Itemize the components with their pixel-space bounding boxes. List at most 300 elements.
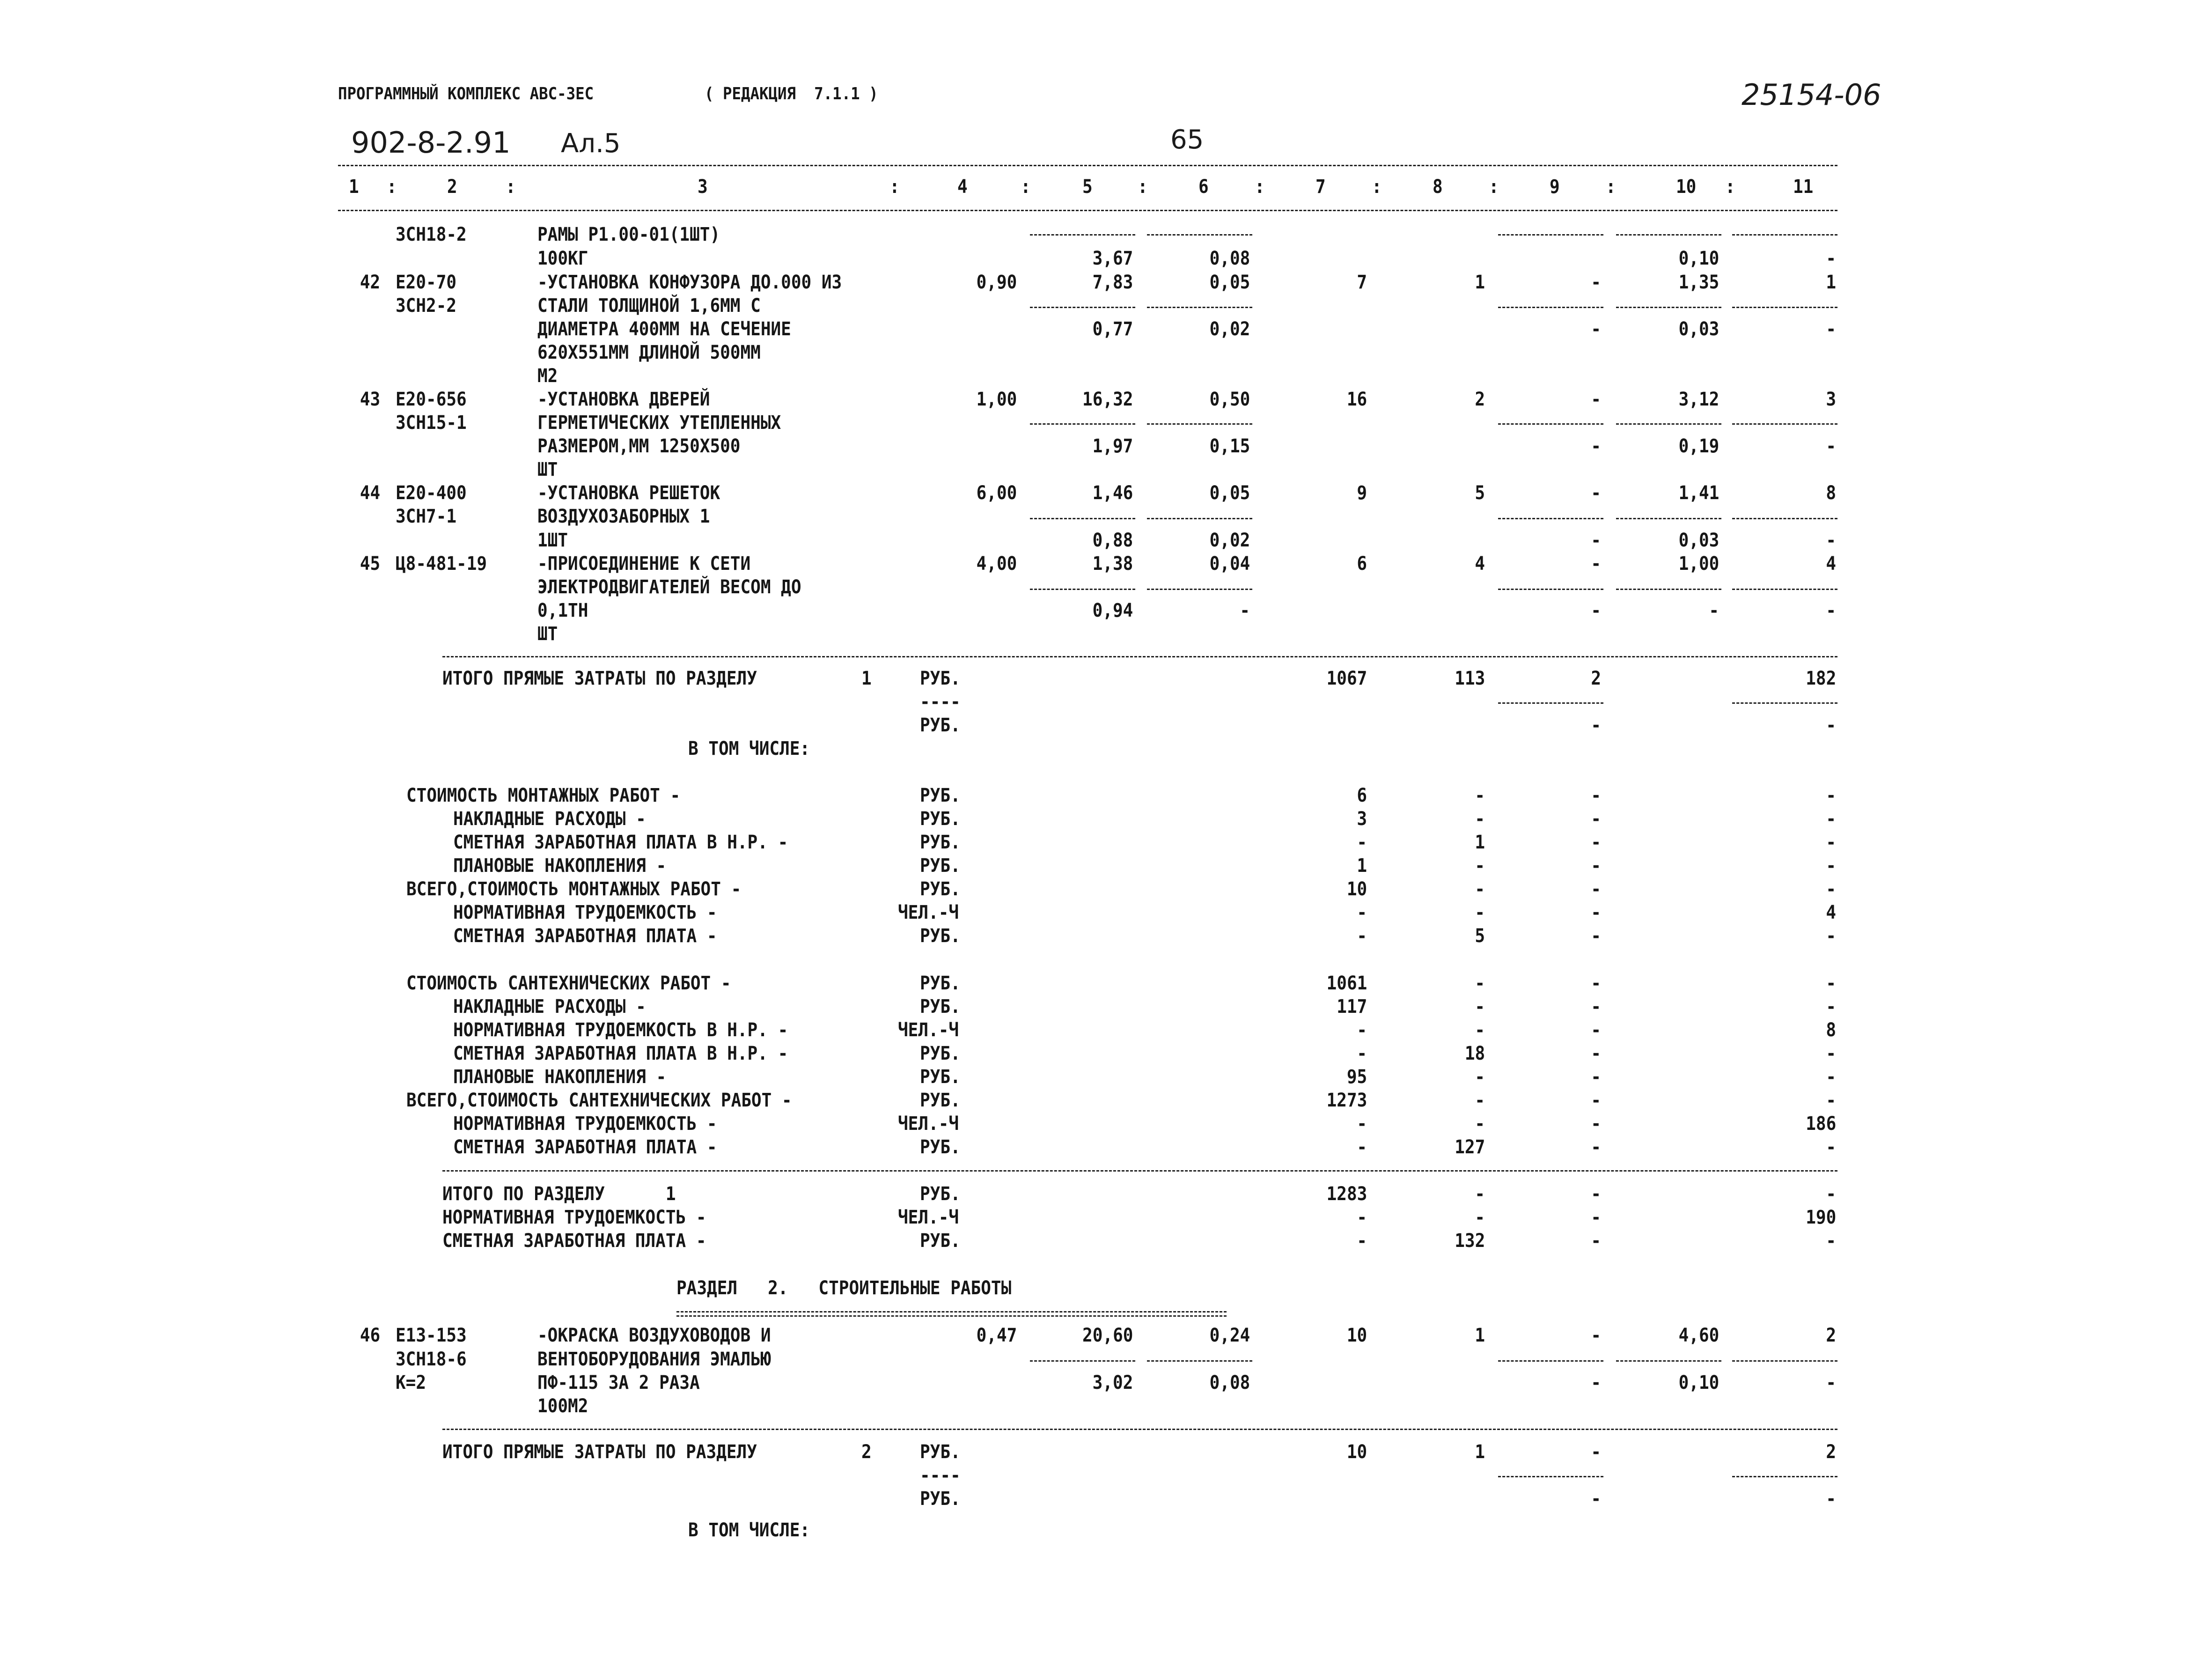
cell-c5-12: 1,46: [1092, 482, 1133, 504]
cell-c2-12: Е20-400: [396, 482, 467, 504]
section2-sep: ----: [920, 1465, 961, 1486]
cell-c11-5: -: [1826, 318, 1836, 340]
cell-separator: [1498, 307, 1603, 308]
cell2-c7-1: 10: [1346, 1325, 1367, 1346]
cell-separator: [1732, 518, 1837, 519]
column-number-2: 2: [447, 176, 457, 198]
column-number-4: 4: [957, 176, 968, 198]
cell-c10-15: 1,00: [1678, 553, 1719, 575]
cell-c11-17: -: [1826, 600, 1836, 621]
column-separator: :: [889, 176, 900, 198]
section2-unit2: РУБ.: [920, 1488, 961, 1510]
cell-c11-10: -: [1826, 435, 1836, 457]
plumbing-label-4: СМЕТНАЯ ЗАРАБОТНАЯ ПЛАТА В Н.Р. -: [453, 1043, 788, 1064]
result-c11-3: -: [1826, 1230, 1836, 1252]
cell-c10-5: 0,03: [1678, 318, 1719, 340]
cell-separator: [1030, 423, 1135, 425]
plumbing-c7-2: 117: [1336, 996, 1367, 1018]
section1-number: 1: [861, 668, 872, 689]
plumbing-unit-2: РУБ.: [920, 996, 961, 1018]
cell-separator: [1616, 518, 1721, 519]
plumbing-c9-5: -: [1591, 1066, 1601, 1088]
column-number-8: 8: [1433, 176, 1443, 198]
plumbing-c9-6: -: [1591, 1090, 1601, 1111]
section1-c9b: -: [1591, 715, 1601, 736]
mounting-unit-6: ЧЕЛ.-Ч: [898, 902, 959, 923]
cell2-c6-1: 0,24: [1209, 1325, 1250, 1346]
cell-c9-15: -: [1591, 553, 1601, 575]
cell-c9-14: -: [1591, 530, 1601, 551]
section2-heading: РАЗДЕЛ 2. СТРОИТЕЛЬНЫЕ РАБОТЫ: [676, 1277, 1012, 1299]
cell-separator: [1616, 234, 1721, 236]
cell-c6-8: 0,50: [1209, 389, 1250, 410]
cell2-c3-4: 100М2: [537, 1395, 588, 1417]
result-unit-3: РУБ.: [920, 1230, 961, 1252]
cell-c8-12: 5: [1475, 482, 1485, 504]
section1-c7: 1067: [1326, 668, 1367, 689]
mounting-c11-6: 4: [1826, 902, 1836, 923]
column-number-6: 6: [1198, 176, 1209, 198]
cell-c11-3: 1: [1826, 272, 1836, 293]
result-c8-1: -: [1475, 1183, 1485, 1205]
column-number-9: 9: [1550, 176, 1560, 198]
plumbing-c8-7: -: [1475, 1113, 1485, 1135]
mounting-c7-1: 6: [1357, 785, 1367, 806]
album-label: Ал.5: [561, 128, 621, 159]
cell-c3-1: РАМЫ Р1.00-01(1ШТ): [537, 224, 720, 245]
cell-c6-2: 0,08: [1209, 248, 1250, 269]
mounting-c9-4: -: [1591, 855, 1601, 877]
mounting-c9-1: -: [1591, 785, 1601, 806]
cell-c3-15: -ПРИСОЕДИНЕНИЕ К СЕТИ: [537, 553, 751, 575]
cell-c2-15: Ц8-481-19: [396, 553, 487, 575]
cell-c2-13: 3СН7-1: [396, 506, 457, 527]
result-label-2: НОРМАТИВНАЯ ТРУДОЕМКОСТЬ -: [442, 1207, 706, 1228]
cell2-c2-1: Е13-153: [396, 1325, 467, 1346]
section1-rule: [442, 656, 1837, 657]
cell-separator: [1616, 589, 1721, 590]
section1-c11b: -: [1826, 715, 1836, 736]
cell-c1-15: 45: [360, 553, 380, 575]
mounting-c9-5: -: [1591, 878, 1601, 900]
cell2-c11-3: -: [1826, 1372, 1836, 1394]
column-separator: :: [1255, 176, 1265, 198]
cell-separator: [1616, 307, 1721, 308]
mounting-label-4: ПЛАНОВЫЕ НАКОПЛЕНИЯ -: [453, 855, 667, 877]
doc-code: 902-8-2.91: [351, 125, 511, 160]
cell-c3-10: РАЗМЕРОМ,ММ 1250Х500: [537, 435, 741, 457]
cell-c3-16: ЭЛЕКТРОДВИГАТЕЛЕЙ ВЕСОМ ДО: [537, 576, 801, 598]
cell-separator: [1147, 589, 1252, 590]
mounting-c8-1: -: [1475, 785, 1485, 806]
mounting-c7-7: -: [1357, 925, 1367, 947]
plumbing-c9-2: -: [1591, 996, 1601, 1018]
cell-c6-14: 0,02: [1209, 530, 1250, 551]
cell-c4-3: 0,90: [976, 272, 1017, 293]
cell-separator: [1732, 1360, 1837, 1362]
cell-c8-8: 2: [1475, 389, 1485, 410]
cell-separator: [1498, 423, 1603, 425]
cell-c5-14: 0,88: [1092, 530, 1133, 551]
plumbing-c9-3: -: [1591, 1019, 1601, 1041]
result-c7-2: -: [1357, 1207, 1367, 1228]
cell-c3-12: -УСТАНОВКА РЕШЕТОК: [537, 482, 720, 504]
cell-c5-3: 7,83: [1092, 272, 1133, 293]
cell-c3-5: ДИАМЕТРА 400ММ НА СЕЧЕНИЕ: [537, 318, 791, 340]
cell-c2-4: 3СН2-2: [396, 295, 457, 317]
column-separator: :: [387, 176, 397, 198]
mounting-c9-6: -: [1591, 902, 1601, 923]
cell-separator: [1732, 1476, 1837, 1477]
cell-c9-17: -: [1591, 600, 1601, 621]
cell-c11-15: 4: [1826, 553, 1836, 575]
cell-separator: [1030, 518, 1135, 519]
section2-total-label: ИТОГО ПРЯМЫЕ ЗАТРАТЫ ПО РАЗДЕЛУ: [442, 1441, 757, 1463]
cell-c9-8: -: [1591, 389, 1601, 410]
cell2-c2-3: К=2: [396, 1372, 426, 1394]
mounting-c11-5: -: [1826, 878, 1836, 900]
mounting-label-7: СМЕТНАЯ ЗАРАБОТНАЯ ПЛАТА -: [453, 925, 717, 947]
plumbing-c9-7: -: [1591, 1113, 1601, 1135]
cell-c5-8: 16,32: [1082, 389, 1133, 410]
column-number-3: 3: [698, 176, 708, 198]
plumbing-c11-7: 186: [1805, 1113, 1836, 1135]
cell-c9-12: -: [1591, 482, 1601, 504]
cell-c3-6: 620Х551ММ ДЛИНОЙ 500ММ: [537, 342, 761, 363]
cell-c6-3: 0,05: [1209, 272, 1250, 293]
plumbing-c7-6: 1273: [1326, 1090, 1367, 1111]
result-c9-2: -: [1591, 1207, 1601, 1228]
cell-c11-14: -: [1826, 530, 1836, 551]
cell-c5-15: 1,38: [1092, 553, 1133, 575]
plumbing-unit-6: РУБ.: [920, 1090, 961, 1111]
plumbing-unit-1: РУБ.: [920, 973, 961, 994]
plumbing-c7-3: -: [1357, 1019, 1367, 1041]
mounting-c7-6: -: [1357, 902, 1367, 923]
cell-separator: [1147, 234, 1252, 236]
column-number-1: 1: [349, 176, 359, 198]
cell-separator: [1498, 702, 1603, 704]
column-separator: :: [506, 176, 516, 198]
cell-c2-8: Е20-656: [396, 389, 467, 410]
mounting-c9-2: -: [1591, 808, 1601, 830]
mounting-c11-2: -: [1826, 808, 1836, 830]
plumbing-label-5: ПЛАНОВЫЕ НАКОПЛЕНИЯ -: [453, 1066, 667, 1088]
cell-separator: [1616, 423, 1721, 425]
result-c9-3: -: [1591, 1230, 1601, 1252]
mounting-label-5: ВСЕГО,СТОИМОСТЬ МОНТАЖНЫХ РАБОТ -: [406, 878, 742, 900]
plumbing-c8-5: -: [1475, 1066, 1485, 1088]
column-number-11: 11: [1793, 176, 1814, 198]
cell-c3-8: -УСТАНОВКА ДВЕРЕЙ: [537, 389, 710, 410]
result-label-1: ИТОГО ПО РАЗДЕЛУ 1: [442, 1183, 676, 1205]
plumbing-c9-8: -: [1591, 1136, 1601, 1158]
cell-c7-15: 6: [1357, 553, 1367, 575]
mounting-c8-4: -: [1475, 855, 1485, 877]
cell2-c9-1: -: [1591, 1325, 1601, 1346]
cell2-c10-3: 0,10: [1678, 1372, 1719, 1394]
plumbing-c11-4: -: [1826, 1043, 1836, 1064]
column-separator: :: [1021, 176, 1031, 198]
plumbing-label-2: НАКЛАДНЫЕ РАСХОДЫ -: [453, 996, 646, 1018]
mounting-label-2: НАКЛАДНЫЕ РАСХОДЫ -: [453, 808, 646, 830]
cell-c6-17: -: [1240, 600, 1250, 621]
header-rule-top: [338, 165, 1837, 166]
result-unit-1: РУБ.: [920, 1183, 961, 1205]
result-c11-1: -: [1826, 1183, 1836, 1205]
cell-separator: [1732, 589, 1837, 590]
cell-separator: [1498, 589, 1603, 590]
cell-c3-7: М2: [537, 365, 558, 387]
plumbing-c8-8: 127: [1454, 1136, 1485, 1158]
plumbing-unit-7: ЧЕЛ.-Ч: [898, 1113, 959, 1135]
page-number: 65: [1170, 125, 1204, 155]
cell-separator: [1030, 234, 1135, 236]
cell-separator: [1147, 307, 1252, 308]
cell2-c11-1: 2: [1826, 1325, 1836, 1346]
edition-label: ( РЕДАКЦИЯ 7.1.1 ): [705, 84, 878, 103]
section1-c8: 113: [1454, 668, 1485, 689]
mounting-c9-7: -: [1591, 925, 1601, 947]
mounting-label-1: СТОИМОСТЬ МОНТАЖНЫХ РАБОТ -: [406, 785, 681, 806]
cell-c3-13: ВОЗДУХОЗАБОРНЫХ 1: [537, 506, 710, 527]
cell-c7-8: 16: [1346, 389, 1367, 410]
cell-c10-8: 3,12: [1678, 389, 1719, 410]
cell-c10-17: -: [1709, 600, 1719, 621]
cell-separator: [1498, 1360, 1603, 1362]
mounting-unit-4: РУБ.: [920, 855, 961, 877]
section2-number: 2: [861, 1441, 872, 1463]
cell2-c2-2: 3СН18-6: [396, 1349, 467, 1370]
cell-separator: [1732, 702, 1837, 704]
cell-separator: [1030, 307, 1135, 308]
plumbing-c7-8: -: [1357, 1136, 1367, 1158]
cell-separator: [1616, 1360, 1721, 1362]
plumbing-unit-5: РУБ.: [920, 1066, 961, 1088]
cell-separator: [1147, 423, 1252, 425]
cell-separator: [1030, 589, 1135, 590]
plumbing-c8-1: -: [1475, 973, 1485, 994]
mounting-c11-4: -: [1826, 855, 1836, 877]
cell-separator: [1498, 234, 1603, 236]
section1-result-rule: [442, 1170, 1837, 1172]
plumbing-c11-6: -: [1826, 1090, 1836, 1111]
cell-c6-10: 0,15: [1209, 435, 1250, 457]
cell-c5-2: 3,67: [1092, 248, 1133, 269]
cell-c11-8: 3: [1826, 389, 1836, 410]
mounting-c8-5: -: [1475, 878, 1485, 900]
cell-c1-8: 43: [360, 389, 380, 410]
section2-c9b: -: [1591, 1488, 1601, 1510]
plumbing-c11-8: -: [1826, 1136, 1836, 1158]
cell-c3-17: 0,1ТН: [537, 600, 588, 621]
plumbing-unit-8: РУБ.: [920, 1136, 961, 1158]
mounting-label-3: СМЕТНАЯ ЗАРАБОТНАЯ ПЛАТА В Н.Р. -: [453, 832, 788, 853]
cell2-c6-3: 0,08: [1209, 1372, 1250, 1394]
cell2-c5-1: 20,60: [1082, 1325, 1133, 1346]
mounting-c7-4: 1: [1357, 855, 1367, 877]
column-number-7: 7: [1315, 176, 1326, 198]
cell-c3-14: 1ШТ: [537, 530, 568, 551]
plumbing-c8-2: -: [1475, 996, 1485, 1018]
plumbing-c11-5: -: [1826, 1066, 1836, 1088]
including-label-2: В ТОМ ЧИСЛЕ:: [688, 1519, 810, 1541]
plumbing-label-7: НОРМАТИВНАЯ ТРУДОЕМКОСТЬ -: [453, 1113, 717, 1135]
cell2-c1-1: 46: [360, 1325, 380, 1346]
cell2-c5-3: 3,02: [1092, 1372, 1133, 1394]
cell-c11-2: -: [1826, 248, 1836, 269]
mounting-unit-5: РУБ.: [920, 878, 961, 900]
cell-c3-3: -УСТАНОВКА КОНФУЗОРА ДО.000 ИЗ: [537, 272, 842, 293]
cell-c3-2: 100КГ: [537, 248, 588, 269]
cell-c5-5: 0,77: [1092, 318, 1133, 340]
column-separator: :: [1489, 176, 1499, 198]
cell2-c3-3: ПФ-115 ЗА 2 РАЗА: [537, 1372, 700, 1394]
cell-c4-8: 1,00: [976, 389, 1017, 410]
mounting-c11-7: -: [1826, 925, 1836, 947]
plumbing-unit-4: РУБ.: [920, 1043, 961, 1064]
section2-unit: РУБ.: [920, 1441, 961, 1463]
cell-separator: [1732, 307, 1837, 308]
cell-c9-3: -: [1591, 272, 1601, 293]
cell-c10-3: 1,35: [1678, 272, 1719, 293]
mounting-c9-3: -: [1591, 832, 1601, 853]
cell-c8-3: 1: [1475, 272, 1485, 293]
plumbing-c7-5: 95: [1346, 1066, 1367, 1088]
section2-c11b: -: [1826, 1488, 1836, 1510]
section2-c8: 1: [1475, 1441, 1485, 1463]
column-separator: :: [1606, 176, 1616, 198]
plumbing-c7-7: -: [1357, 1113, 1367, 1135]
result-c8-3: 132: [1454, 1230, 1485, 1252]
section1-unit2: РУБ.: [920, 715, 961, 736]
cell-c1-12: 44: [360, 482, 380, 504]
cell2-c3-1: -ОКРАСКА ВОЗДУХОВОДОВ И: [537, 1325, 771, 1346]
cell-c4-15: 4,00: [976, 553, 1017, 575]
plumbing-c8-4: 18: [1464, 1043, 1485, 1064]
cell-c1-3: 42: [360, 272, 380, 293]
column-separator: :: [1138, 176, 1148, 198]
section1-sep: ----: [920, 691, 961, 713]
cell-c6-15: 0,04: [1209, 553, 1250, 575]
plumbing-c7-4: -: [1357, 1043, 1367, 1064]
result-c7-3: -: [1357, 1230, 1367, 1252]
plumbing-c8-6: -: [1475, 1090, 1485, 1111]
mounting-unit-2: РУБ.: [920, 808, 961, 830]
column-separator: :: [1372, 176, 1382, 198]
including-label: В ТОМ ЧИСЛЕ:: [688, 738, 810, 759]
cell-c7-3: 7: [1357, 272, 1367, 293]
section1-unit: РУБ.: [920, 668, 961, 689]
mounting-c7-5: 10: [1346, 878, 1367, 900]
cell-c3-4: СТАЛИ ТОЛЩИНОЙ 1,6ММ С: [537, 295, 761, 317]
plumbing-c8-3: -: [1475, 1019, 1485, 1041]
column-number-10: 10: [1676, 176, 1697, 198]
cell-separator: [1147, 1360, 1252, 1362]
section1-c11: 182: [1805, 668, 1836, 689]
cell-c2-9: 3СН15-1: [396, 412, 467, 434]
section2-rule: [442, 1429, 1837, 1430]
cell-c4-12: 6,00: [976, 482, 1017, 504]
cell-c6-12: 0,05: [1209, 482, 1250, 504]
cell-separator: [1498, 1476, 1603, 1477]
stamp-code: 25154-06: [1742, 78, 1881, 112]
mounting-c7-3: -: [1357, 832, 1367, 853]
mounting-c8-6: -: [1475, 902, 1485, 923]
plumbing-label-8: СМЕТНАЯ ЗАРАБОТНАЯ ПЛАТА -: [453, 1136, 717, 1158]
cell-c10-12: 1,41: [1678, 482, 1719, 504]
result-c11-2: 190: [1805, 1207, 1836, 1228]
cell-c5-10: 1,97: [1092, 435, 1133, 457]
header-rule-bottom: [338, 210, 1837, 211]
column-separator: :: [1725, 176, 1735, 198]
mounting-unit-1: РУБ.: [920, 785, 961, 806]
cell-c7-12: 9: [1357, 482, 1367, 504]
cell2-c4-1: 0,47: [976, 1325, 1017, 1346]
cell-c6-5: 0,02: [1209, 318, 1250, 340]
result-unit-2: ЧЕЛ.-Ч: [898, 1207, 959, 1228]
cell-c9-5: -: [1591, 318, 1601, 340]
cell-c3-18: ШТ: [537, 623, 558, 645]
cell-separator: [1732, 423, 1837, 425]
plumbing-label-3: НОРМАТИВНАЯ ТРУДОЕМКОСТЬ В Н.Р. -: [453, 1019, 788, 1041]
cell-separator: [1147, 518, 1252, 519]
section2-c7: 10: [1346, 1441, 1367, 1463]
mounting-unit-7: РУБ.: [920, 925, 961, 947]
section2-c11: 2: [1826, 1441, 1836, 1463]
cell-c10-10: 0,19: [1678, 435, 1719, 457]
section1-total-label: ИТОГО ПРЯМЫЕ ЗАТРАТЫ ПО РАЗДЕЛУ: [442, 668, 757, 689]
mounting-c8-2: -: [1475, 808, 1485, 830]
plumbing-c11-1: -: [1826, 973, 1836, 994]
cell-c10-14: 0,03: [1678, 530, 1719, 551]
cell2-c3-2: ВЕНТОБОРУДОВАНИЯ ЭМАЛЬЮ: [537, 1349, 771, 1370]
cell-c8-15: 4: [1475, 553, 1485, 575]
plumbing-c9-4: -: [1591, 1043, 1601, 1064]
mounting-c7-2: 3: [1357, 808, 1367, 830]
plumbing-c7-1: 1061: [1326, 973, 1367, 994]
cell2-c9-3: -: [1591, 1372, 1601, 1394]
column-number-5: 5: [1082, 176, 1093, 198]
cell-c11-12: 8: [1826, 482, 1836, 504]
plumbing-label-6: ВСЕГО,СТОИМОСТЬ САНТЕХНИЧЕСКИХ РАБОТ -: [406, 1090, 792, 1111]
section2-c9: -: [1591, 1441, 1601, 1463]
mounting-c11-1: -: [1826, 785, 1836, 806]
plumbing-c11-2: -: [1826, 996, 1836, 1018]
program-title: ПРОГРАММНЫЙ КОМПЛЕКС АВС-ЗЕС: [338, 84, 594, 103]
cell-c2-3: Е20-70: [396, 272, 457, 293]
result-c9-1: -: [1591, 1183, 1601, 1205]
cell-c10-2: 0,10: [1678, 248, 1719, 269]
section1-c9: 2: [1591, 668, 1601, 689]
mounting-c8-7: 5: [1475, 925, 1485, 947]
mounting-unit-3: РУБ.: [920, 832, 961, 853]
cell-separator: [1498, 518, 1603, 519]
result-c8-2: -: [1475, 1207, 1485, 1228]
cell-separator: [1030, 1360, 1135, 1362]
cell-c2-1: 3СН18-2: [396, 224, 467, 245]
plumbing-c11-3: 8: [1826, 1019, 1836, 1041]
cell-separator: [1732, 234, 1837, 236]
cell2-c8-1: 1: [1475, 1325, 1485, 1346]
cell-c3-9: ГЕРМЕТИЧЕСКИХ УТЕПЛЕННЫХ: [537, 412, 781, 434]
result-label-3: СМЕТНАЯ ЗАРАБОТНАЯ ПЛАТА -: [442, 1230, 706, 1252]
cell-c5-17: 0,94: [1092, 600, 1133, 621]
mounting-label-6: НОРМАТИВНАЯ ТРУДОЕМКОСТЬ -: [453, 902, 717, 923]
plumbing-c9-1: -: [1591, 973, 1601, 994]
plumbing-unit-3: ЧЕЛ.-Ч: [898, 1019, 959, 1041]
mounting-c8-3: 1: [1475, 832, 1485, 853]
